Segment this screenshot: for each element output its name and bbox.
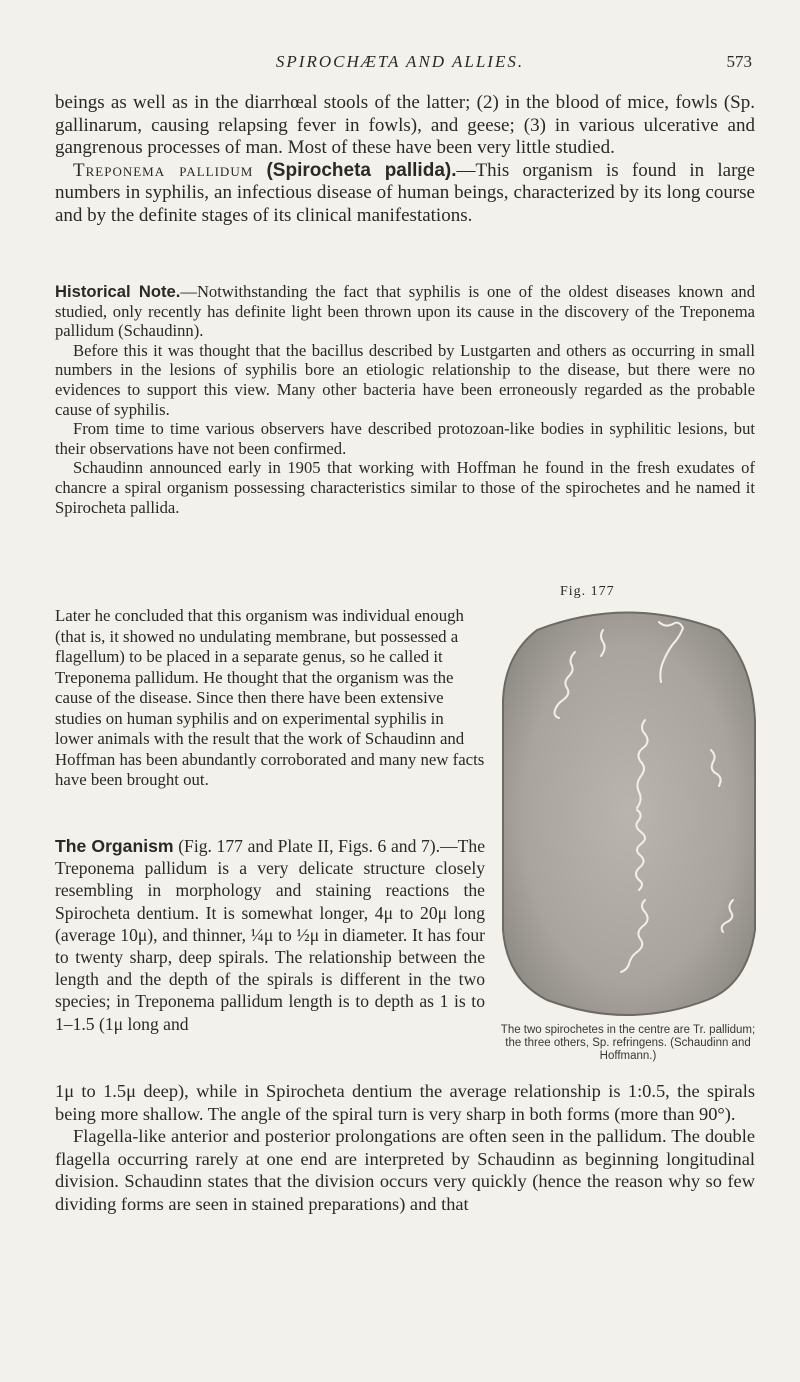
historical-p2: Before this it was thought that the bacillus described by Lustgarten and others as occurring in small numbers in the lesions of syphilis bore an etiologic relationship to the disease, but there were no evidences to support this view. Many other bacteria have been erroneously regarded as the probable cause of syphilis. — [55, 340, 755, 419]
historical-p3: From time to time various observers have described protozoan-like bodies in syphilitic lesions, but their observations have not been confirmed. — [55, 419, 755, 458]
historical-p1-text: —Notwithstanding the fact that syphilis is one of the oldest diseases known and studied, only recently has definite light been thrown upon its cause in the discovery of the Treponema pallidum (Schaudinn). — [55, 282, 755, 341]
spirocheta-lead: (Spirocheta pallida). — [266, 159, 457, 181]
historical-heading: Historical Note. — [55, 282, 181, 301]
figure-caption: The two spirochetes in the centre are Tr. pallidum; the three others, Sp. refringens. (Schaudinn and Hoffmann.) — [500, 1024, 756, 1062]
bottom-p1: 1μ to 1.5μ deep), while in Spirocheta dentium the average relationship is 1:0.5, the spirals being more shallow. The angle of the spiral turn is very sharp in both forms (more than 90°). — [55, 1081, 755, 1124]
running-head: SPIROCHÆTA AND ALLIES. — [275, 52, 525, 71]
historical-p1 — [55, 282, 755, 341]
page-number: 573 — [726, 52, 752, 71]
micrograph-field — [503, 613, 755, 1016]
treponema-lead: Treponema pallidum — [73, 159, 254, 181]
figure-177-micrograph — [497, 600, 759, 1020]
bottom-p2: Flagella-like anterior and posterior prolongations are often seen in the pallidum. The double flagella occurring rarely at one end are interpreted by Schaudinn as beginning longitudinal division. Schaudinn states that the division occurs very quickly (hence the reason why so few dividing forms are seen in stained preparations) and that — [55, 1126, 755, 1214]
organism-text: (Fig. 177 and Plate II, Figs. 6 and 7).—The Treponema pallidum is a very delicate structure closely resembling in morphology and staining reactions the Spirocheta dentium. It is somewhat longer, 4μ to 20μ long (average 10μ), and thinner, ¼μ to ½μ in diameter. It has four to twenty sharp, deep spirals. The relationship between the length and the depth of the spirals is different in the two species; in Treponema pallidum length is to depth as 1 is to 1–1.5 (1μ long and — [55, 836, 486, 1034]
figure-label: Fig. 177 — [560, 584, 615, 599]
intro-paragraph: beings as well as in the diarrhœal stools of the latter; (2) in the blood of mice, fowls (Sp. gallinarum, causing relapsing fever in fowls), and geese; (3) in various ulcerative and gangrenous processes of man. Most of these have been very little studied. — [55, 92, 755, 158]
historical-p4: Schaudinn announced early in 1905 that working with Hoffman he found in the fresh exudates of chancre a spiral organism possessing characteristics similar to those of the spirochetes and he named it Spirocheta pallida. — [55, 458, 755, 517]
micrograph-svg — [497, 600, 759, 1020]
intro-section — [55, 92, 755, 227]
treponema-paragraph — [55, 160, 755, 228]
organism-section — [55, 835, 485, 1035]
historical-p5: Later he concluded that this organism was individual enough (that is, it showed no undulating membrane, but possessed a flagellum) to be placed in a separate genus, so he called it Treponema pallidum. He thought that the organism was the cause of the disease. Since then there have been extensive studies on human syphilis and on experimental syphilis in lower animals with the result that the work of Schaudinn and Hoffman has been abundantly corroborated and many new facts have been brought out. — [55, 606, 485, 789]
historical-note — [55, 282, 755, 517]
treponema-text: —This organism is found in large numbers in syphilis, an infectious disease of human beings, characterized by its long course and by the definite stages of its clinical manifestations. — [55, 159, 755, 226]
bottom-section — [55, 1080, 755, 1215]
organism-paragraph — [55, 835, 485, 1035]
organism-heading: The Organism — [55, 836, 174, 856]
